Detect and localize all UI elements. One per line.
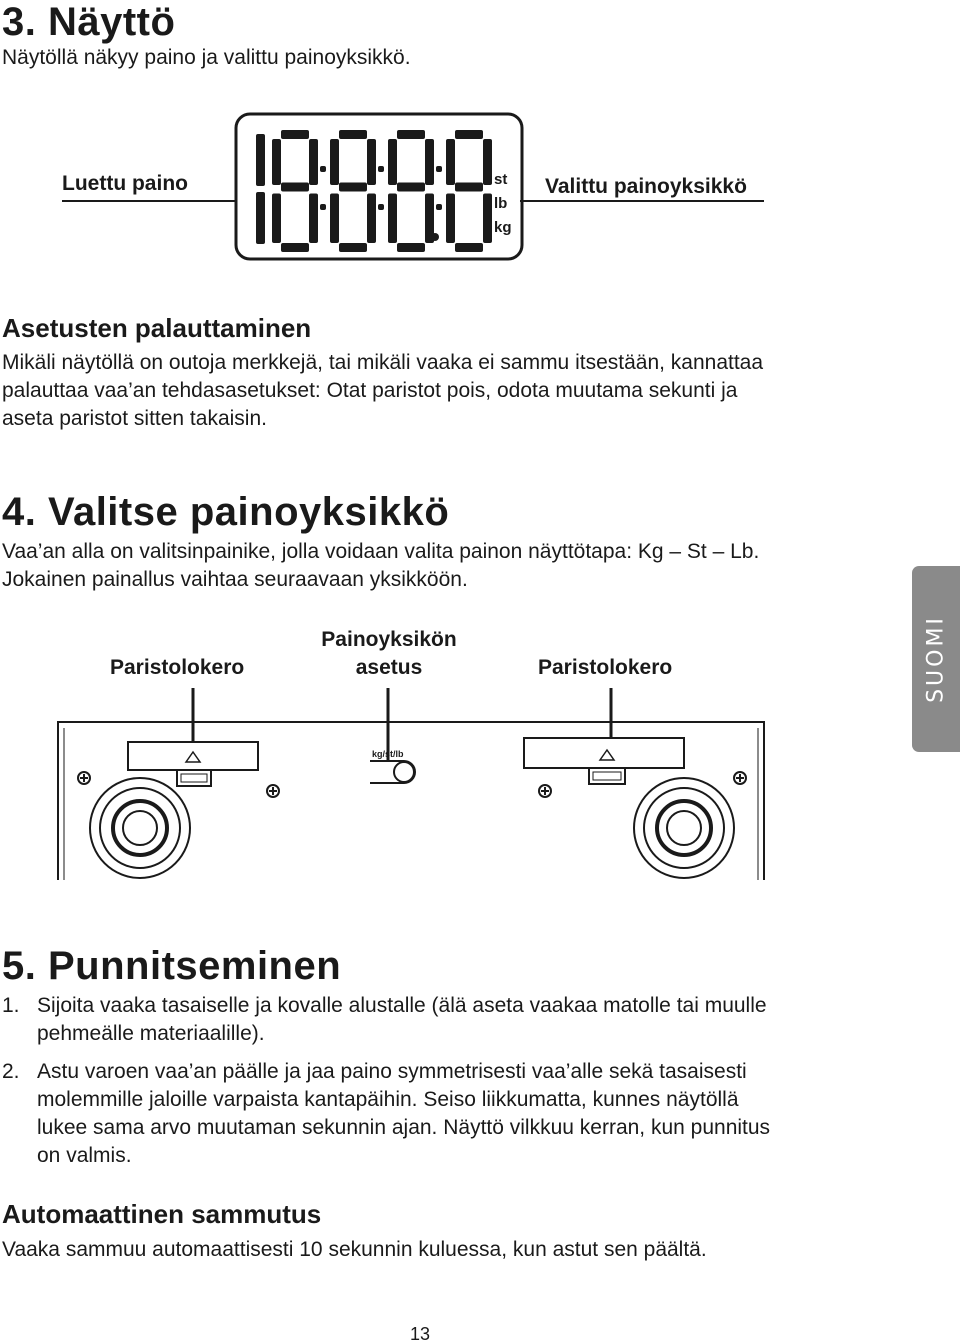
reset-title: Asetusten palauttaminen	[2, 313, 312, 343]
right-callout	[520, 175, 764, 201]
lcd-segment	[455, 183, 483, 192]
step-text	[37, 992, 850, 1048]
step-line: on valmis.	[37, 1144, 132, 1167]
battery-compartment-label-left: Paristolokero	[110, 656, 245, 679]
unit-setting-label-line: Painoyksikön	[321, 628, 457, 651]
section-3-intro: Näytöllä näkyy paino ja valittu painoyksikkö.	[2, 46, 411, 69]
lcd-segment	[388, 194, 397, 244]
step-1	[0, 992, 850, 1048]
section-4-title: 4. Valitse painoyksikkö	[2, 490, 450, 534]
section-3-title: 3. Näyttö	[2, 0, 176, 44]
section-4-line: Vaa’an alla on valitsinpainike, jolla voidaan valita painon näyttötapa: Kg – St – Lb.	[2, 540, 760, 563]
foot-left	[90, 778, 190, 878]
page-number: 13	[409, 1324, 431, 1344]
reset-line: Mikäli näytöllä on outoja merkkejä, tai mikäli vaaka ei sammu itsestään, kannattaa	[2, 351, 764, 374]
lcd-segment	[446, 139, 455, 185]
lcd-colon-dot	[378, 166, 384, 172]
lcd-segment	[330, 194, 339, 244]
unit-setting-label-line: asetus	[355, 656, 423, 679]
lcd-segment	[281, 183, 309, 192]
foot-right	[634, 778, 734, 878]
screw-icon	[78, 772, 90, 784]
unit-kg: kg	[494, 219, 512, 236]
lcd-segment	[397, 130, 425, 139]
unit-switch-label: kg/st/lb	[372, 749, 404, 759]
lcd-colon-dot	[320, 166, 326, 172]
step-number: 1.	[2, 994, 20, 1017]
lcd-segment	[309, 139, 318, 185]
lcd-segment	[483, 139, 492, 185]
step-line: Sijoita vaaka tasaiselle ja kovalle alustalle (älä aseta vaakaa matolle tai muulle	[37, 994, 767, 1017]
unit-switch	[370, 749, 415, 783]
step-text	[37, 1058, 850, 1170]
lcd-segment	[272, 139, 281, 185]
display-figure	[0, 100, 800, 275]
auto-off-text: Vaaka sammuu automaattisesti 10 sekunnin kuluessa, kun astut sen päältä.	[2, 1238, 707, 1261]
lcd-segment	[367, 139, 376, 185]
screw-icon	[539, 785, 551, 797]
battery-compartment-right	[524, 738, 684, 784]
selected-unit-label: Valittu painoyksikkö	[545, 175, 747, 198]
step-line: pehmeälle materiaalille).	[37, 1022, 265, 1045]
lcd-colon-dot	[436, 204, 442, 210]
lcd-segment	[281, 130, 309, 139]
lcd-segment	[455, 130, 483, 139]
reset-line: palauttaa vaa’an tehdasasetukset: Otat paristot pois, odota muutama sekunti ja	[2, 379, 738, 402]
lcd-segment	[256, 134, 265, 186]
lcd-segment	[388, 139, 397, 185]
lcd-segment	[309, 194, 318, 244]
unit-lb: lb	[494, 195, 508, 212]
lcd-colon-dot	[436, 166, 442, 172]
lcd-segment	[281, 243, 309, 252]
lcd-colon-dot	[378, 204, 384, 210]
lcd-segment	[367, 194, 376, 244]
lcd-segment	[483, 194, 492, 244]
step-number: 2.	[2, 1060, 20, 1083]
screw-icon	[267, 785, 279, 797]
section-4-paragraph	[2, 538, 882, 594]
section-5-title: 5. Punnitseminen	[2, 944, 342, 988]
lcd-segment	[339, 243, 367, 252]
step-line: lukee sama arvo muutaman sekunnin ajan. Näyttö vilkkuu kerran, kun punnitus	[37, 1116, 771, 1139]
reset-line: aseta paristot sitten takaisin.	[2, 407, 267, 430]
unit-setting-label	[300, 626, 478, 682]
step-line: Astu varoen vaa’an päälle ja jaa paino symmetrisesti vaa’alle sekä tasaisesti	[37, 1060, 747, 1083]
decimal-point	[431, 233, 439, 241]
lcd-segment	[272, 194, 281, 244]
step-line: molemmille jaloille varpaista kantapäihin. Seiso liikkumatta, kunnes näytöllä	[37, 1088, 739, 1111]
step-2	[0, 1058, 850, 1170]
battery-compartment-label-right: Paristolokero	[538, 656, 673, 679]
left-callout	[62, 172, 238, 201]
screw-icon	[734, 772, 746, 784]
read-weight-label: Luettu paino	[62, 172, 188, 195]
language-tab-label: SUOMI	[923, 615, 949, 703]
lcd-segment	[330, 139, 339, 185]
scale-underside-diagram	[0, 680, 800, 890]
lcd-segment	[455, 243, 483, 252]
auto-off-title: Automaattinen sammutus	[2, 1199, 322, 1229]
lcd-colon-dot	[320, 204, 326, 210]
lcd-segment	[397, 243, 425, 252]
lcd-segment	[446, 194, 455, 244]
lcd-segment	[256, 192, 265, 244]
lcd-segment	[397, 183, 425, 192]
lcd-segment	[425, 139, 434, 185]
language-tab	[912, 566, 960, 752]
lcd-segment	[339, 130, 367, 139]
unit-switch-button	[394, 762, 414, 782]
lcd-segment	[339, 183, 367, 192]
reset-paragraph	[2, 349, 882, 433]
unit-st: st	[494, 171, 508, 188]
section-4-line: Jokainen painallus vaihtaa seuraavaan yksikköön.	[2, 568, 468, 591]
